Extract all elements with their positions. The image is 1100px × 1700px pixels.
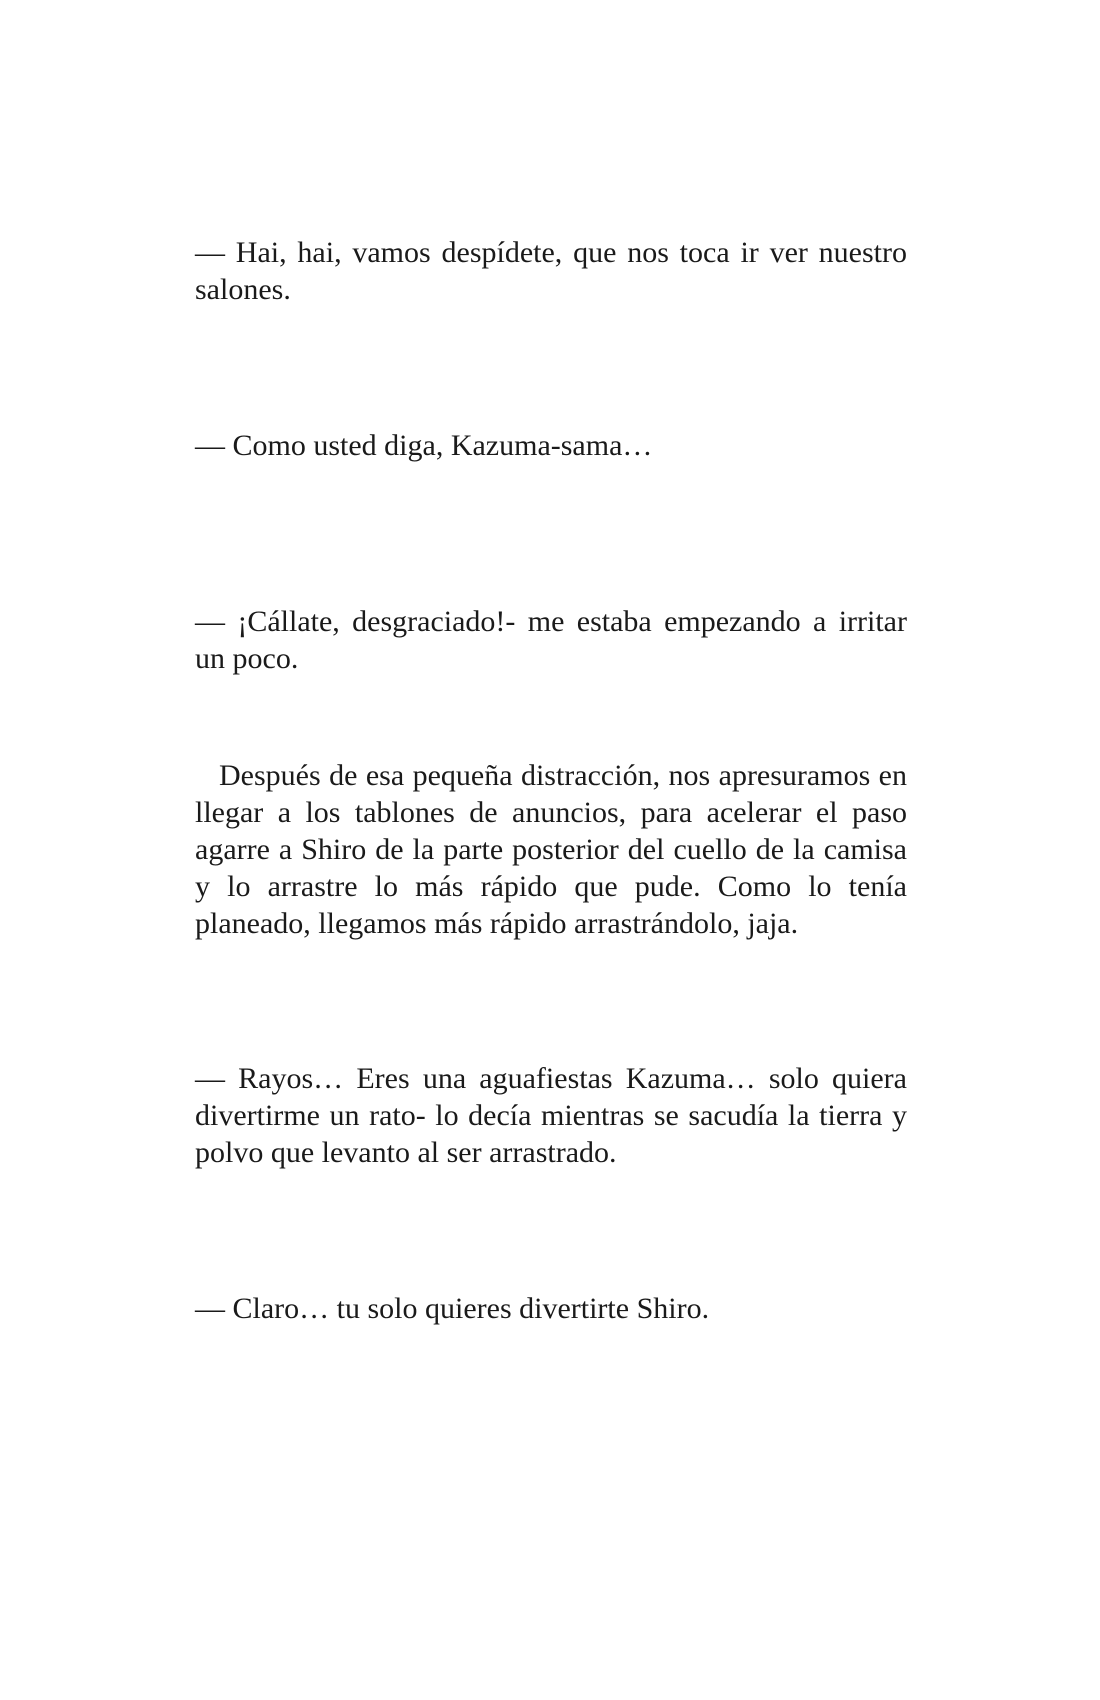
narration-paragraph: Después de esa pequeña distracción, nos apresuramos en llegar a los tablones de anuncios, para acelerar el paso agarre a Shiro de la parte posterior del cuello de la camisa y lo arrastre lo más rápido que pude. Como lo tenía planeado, llegamos más rápido arrastrándolo, jaja.	[195, 759, 907, 940]
dialogue-paragraph: — Claro… tu solo quieres divertirte Shiro.	[195, 1292, 710, 1325]
dialogue-paragraph: — Como usted diga, Kazuma-sama…	[195, 429, 653, 462]
dialogue-paragraph: — Hai, hai, vamos despídete, que nos toca ir ver nuestro salones.	[195, 236, 907, 306]
dialogue-paragraph: — Rayos… Eres una aguafiestas Kazuma… solo quiera divertirme un rato- lo decía mientras se sacudía la tierra y polvo que levanto al ser arrastrado.	[195, 1062, 907, 1169]
dialogue-paragraph: — ¡Cállate, desgraciado!- me estaba empezando a irritar un poco.	[195, 605, 907, 675]
book-page	[195, 0, 907, 1700]
